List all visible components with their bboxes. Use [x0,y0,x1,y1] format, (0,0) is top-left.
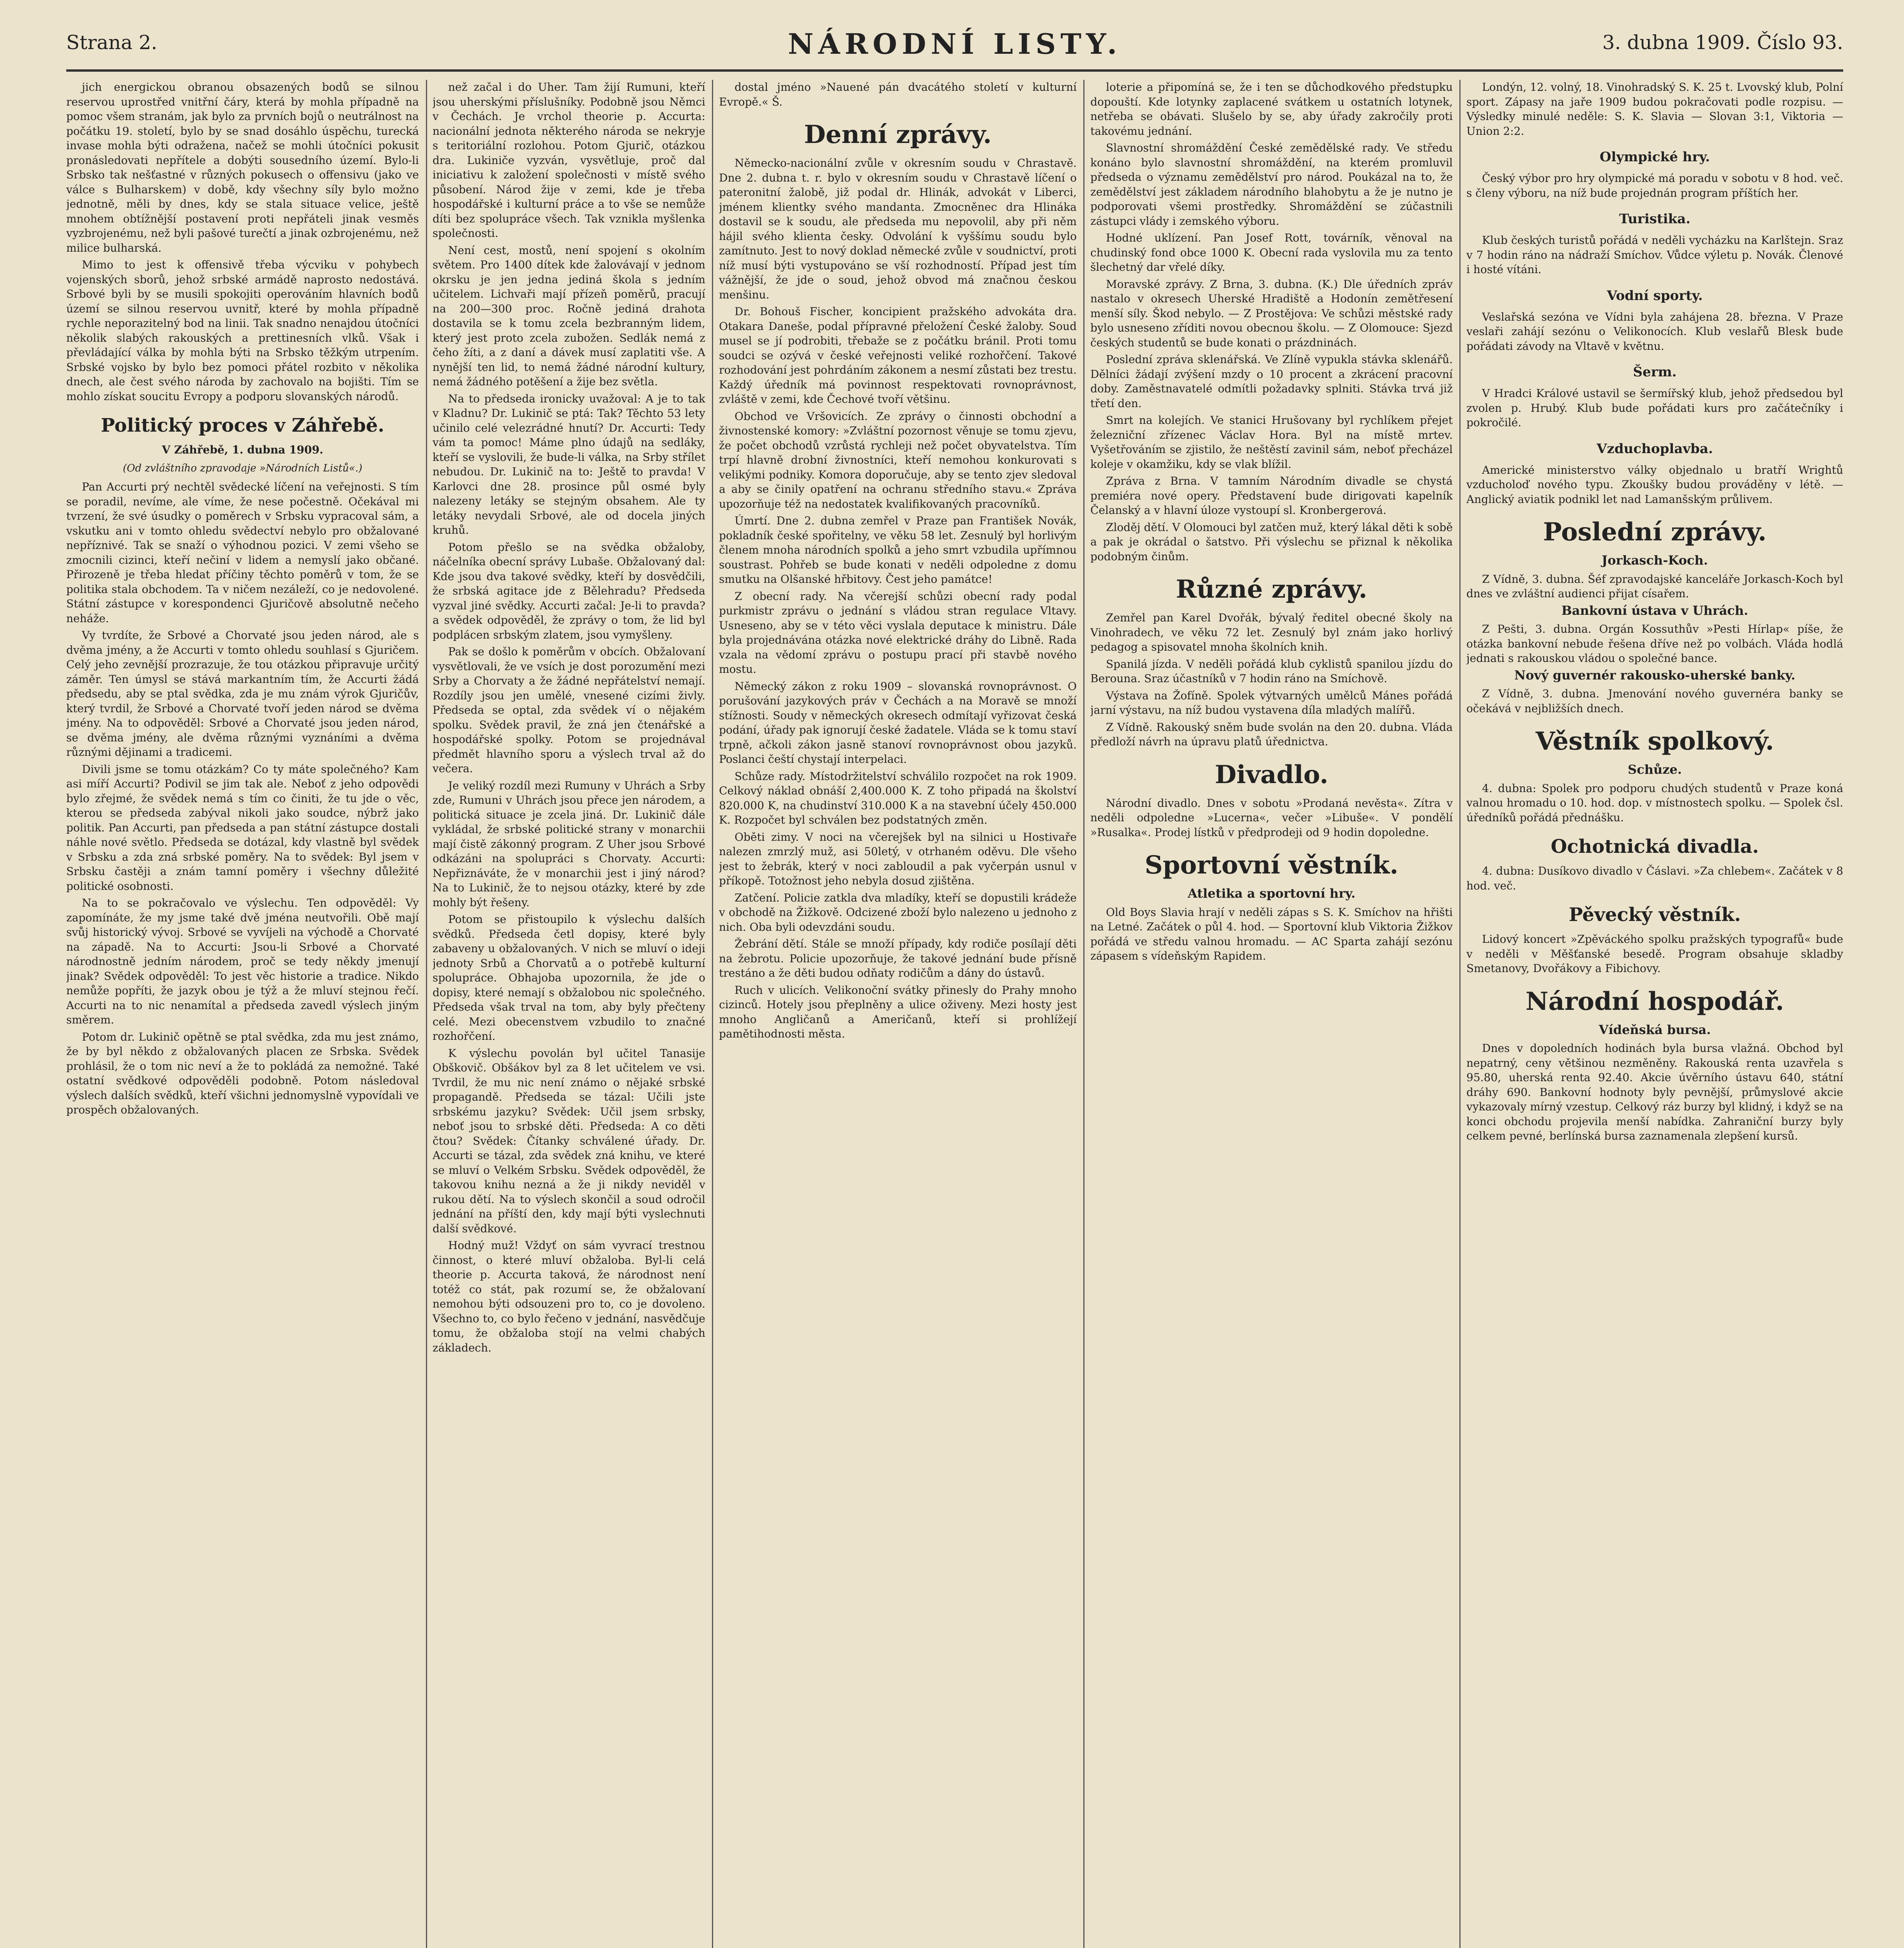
section-heading: Sportovní věstník. [1145,850,1399,880]
section-heading: Národní hospodář. [1525,986,1784,1016]
section-heading: Denní zprávy. [804,120,992,149]
article-heading: Politický proces v Záhřebě. [101,415,385,436]
section-subheading: Šerm. [1633,364,1677,380]
news-item: Zemřel pan Karel Dvořák, bývalý ředitel obecné školy na Vinohradech, ve věku 72 let. Zesnulý byl znám jako horlivý pedagog a spisovatel mnoha školních knih. [1090,611,1453,653]
dateline: V Záhřebě, 1. dubna 1909. [162,443,323,456]
news-item: Ruch v ulicích. Velikonoční svátky přinesly do Prahy mnoho cizinců. Hotely jsou přeplněny a ulice oživeny. Mezi hosty jest mnoho Angličanů a Američanů, kteří si prohlížejí pamětihodnosti města. [719,983,1077,1040]
section-subheading: Vodní sporty. [1607,288,1703,303]
news-item: Americké ministerstvo války objednalo u bratří Wrightů vzducholoď nového typu. Zkoušky budou prováděny v létě. — Anglický aviatik podnikl let nad Lamanšským průlivem. [1466,463,1843,506]
column-4 [1090,80,1453,1948]
news-item: Z Pešti, 3. dubna. Orgán Kossuthův »Pesti Hírlap« píše, že otázka bankovní nebude řešena dříve než po volbách. Vláda hodlá jednati s rakouskou vládou o společné bance. [1466,623,1843,665]
article-text: Divili jsme se tomu otázkám? Co ty máte společného? Kam asi míří Accurti? Podivil se jim tak ale. Neboť z jeho odpovědi bylo zřejmé, že svědek nemá s tím co činiti, že tu jde o věc, kterou se předseda zabýval nikoli jako soudce, nýbrž jako politik. Pan Accurti, pan předseda a pan státní zástupce dostali náhle nové světlo. Předseda se dotázal, kdy vlastně byl svědek v Srbsku a zda zná srbské poměry. Na to svědek: Byl jsem v Srbsku častěji a znám tamní poměry i všechny důležité politické osobnosti. [66,762,419,893]
column-divider [1083,80,1084,1948]
news-item: Hodné uklízení. Pan Josef Rott, továrník, věnoval na chudinský fond obce 1000 K. Obecní rada vyslovila mu za tento šlechetný dar vřelé díky. [1090,231,1453,273]
article-text: Není cest, mostů, není spojení s okolním světem. Pro 1400 dítek kde žalovávají v jednom okrsku je jen jedna jediná škola s jedním učitelem. Lichvaři mají přízeň poměrů, pracují na 200—300 proc. Ročně jediná drahota dostavila se k tomu zcela bezbranným lidem, který jest proto zcela zubožen. Sedlák nemá z čeho žíti, a z daní a dávek musí zaplatiti vše. A nynější ten lid, to nemá žádné národní kultury, nemá žádného potěšení a žije bez světla. [433,244,705,388]
news-item: Z Vídně, 3. dubna. Šéf zpravodajské kanceláře Jorkasch-Koch byl dnes ve zvláštní audienci přijat císařem. [1466,572,1843,600]
article-text: Potom přešlo se na svědka obžaloby, náčelníka obecní správy Lubaše. Obžalovaný dal: Kde jsou dva takové svědky, kteří by dosvědčili, že srbská agitace jde z Bělehradu? Předseda vyzval jiné svědky. Accurti začal: Je-li to pravda? a svědek odpověděl, že zprávy o tom, že lid byl podplácen srbským zlatem, jsou vymyšleny. [433,540,705,641]
news-item: loterie a připomíná se, že i ten se důchodkového předstupku dopouští. Kde lotynky zaplacené svátkem u ostatních lotynek, netřeba se obávati. Slušelo by se, aby úřady zakročily proti takovému jednání. [1090,81,1453,138]
news-item: Zloděj dětí. V Olomouci byl zatčen muž, který lákal děti k sobě a pak je okrádal o šatstvo. Při výslechu se přiznal k několika podobným činům. [1090,521,1453,563]
news-item: Zpráva z Brna. V tamním Národním divadle se chystá premiéra nové opery. Představení bude dirigovati kapelník Čelanský a v hlavní úloze vystoupí sl. Kronbergerová. [1090,475,1453,517]
news-item: V Hradci Králové ustavil se šermířský klub, jehož předsedou byl zvolen p. Hrubý. Klub bude pořádati kurs pro začátečníky i pokročilé. [1466,387,1843,429]
masthead: NÁRODNÍ LISTY. [788,27,1122,60]
news-item: Žebrání dětí. Stále se množí případy, kdy rodiče posílají děti na žebrotu. Policie upozorňuje, že takové jednání bude přísně trestáno a že děti budou odňaty rodičům a dány do ústavů. [719,937,1077,979]
news-item: Slavnostní shromáždění České zemědělské rady. Ve středu konáno bylo slavnostní shromáždění, na kterém promluvil předseda o významu zemědělství pro národ. Poukázal na to, že zemědělství jest základem národního blahobytu a že je nutno je podporovati všemi prostředky. Shromáždění se zúčastnili zástupci vlády i zemského výboru. [1090,141,1453,228]
section-heading: Poslední zprávy. [1543,517,1767,547]
article-text: K výslechu povolán byl učitel Tanasije Obškovič. Obšákov byl za 8 let učitelem ve vsi. Tvrdil, že mu nic není známo o nějaké srbské propagandě. Předseda se tázal: Učili jste srbskému jazyku? Svědek: Učil jsem srbsky, neboť jsou to srbské děti. Předseda: A co děti čtou? Svědek: Čítanky schválené úřady. Dr. Accurti se tázal, zda svědek zná knihu, ve které se mluví o Velkém Srbsku. Svědek odpověděl, že takovou knihu nezná a že ji nikdy neviděl v rukou dětí. Na to výslech skončil a soud odročil jednání na příští den, kdy mají býti vyslechnuti další svědkové. [433,1046,705,1235]
article-text: Potom dr. Lukinič opětně se ptal svědka, zda mu jest známo, že by byl někdo z obžalovaných placen ze Srbska. Svědek prohlásil, že o tom nic neví a že to pokládá za nemožné. Také ostatní svědkové odpověděli podobně. Potom následoval výslech dalších svědků, kteří všichni jednomyslně vypovídali ve prospěch obžalovaných. [66,1030,419,1116]
column-divider [1459,80,1461,1948]
news-item: Z Vídně. Rakouský sněm bude svolán na den 20. dubna. Vláda předloží návrh na úpravu platů úřednictva. [1090,720,1453,748]
article-text: Pak se došlo k poměrům v obcích. Obžalovaní vysvětlovali, že ve vsích je dost porozumění mezi Srby a Chorvaty a že žádné nepřátelství nemají. Rozdíly jsou jen umělé, vnesené cizími živly. Předseda se optal, zda svědek ví o nějakém spolku. Svědek pravil, že zná jen čtenářské a hospodářské spolky. Potom se projednával předmět hlavního sporu a výslech trval až do večera. [433,645,705,775]
section-heading: Ochotnická divadla. [1551,836,1759,858]
column-divider [712,80,713,1948]
article-text: Vy tvrdíte, že Srbové a Chorvaté jsou jeden národ, ale s dvěma jmény, a že Accurti v tomto ohledu souhlasí s Gjuričem. Celý jeho zevnější prozrazuje, že tou otázkou připravuje určitý záměr. Ten úmysl se stává markantním tím, že Accurti žádá předsedu, aby se ptal svědka, zda je mu znám výrok Gjuričův, který tvrdil, že Srbové a Chorvaté tvoří jeden národ se dvěma jmény. Na to odpověděl: Srbové a Chorvaté jsou jeden národ, se dvěma jmény, ale dvěma různými vyznáními a dvěma různými dějinami a tradicemi. [66,629,419,759]
section-subheading: Bankovní ústava v Uhrách. [1561,603,1749,618]
column-5 [1466,80,1843,1948]
news-item: Český výbor pro hry olympické má poradu v sobotu v 8 hod. več. s členy výboru, na níž bude projednán program příštích her. [1466,172,1843,199]
section-heading: Divadlo. [1215,760,1328,789]
section-subheading: Olympické hry. [1599,149,1710,165]
article-text: Na to předseda ironicky uvažoval: A je to tak v Kladnu? Dr. Lukinič se ptá: Tak? Těchto 53 lety učinilo celé velezrádné hnutí? Dr. Accurti: Tedy vám ta pomoc! Máme plno údajů na sedláky, kteří se vyslovili, že bude-li válka, na Srby střílet nebudou. Dr. Lukinič na to: Ještě to pravda! V Karlovci dne 28. prosince půl osmé byly nalezeny letáky se stejným obsahem. Ale ty letáky nevydali Srbové, ale od docela jiných kruhů. [433,392,705,536]
article-text: jich energickou obranou obsazených bodů se silnou reservou uprostřed vnitřní čáry, která by mohla případně na pomoc všem stranám, jak bylo za prvních bojů o neutrálnost na počátku 19. století, bylo by se snad dosáhlo úspěchu, turecká invase mohla býti odražena, načež se mohli útočníci pokusit pronásledovati nepřítele a dobýti sousedního území. Bylo-li Srbsko tak nešťastné v různých pokusech o offensivu (jako ve válce s Bulharskem) v době, kdy všechny síly bylo možno jednotně, měli by dnes, kdy se stala situace velice, ještě mnohem obtížnější postavení proti nepřáteli jinak vesměs vyzbrojenému, než byli pašové turečtí a jinak ozbrojenému, než milice bulharská. [66,81,419,254]
section-heading: Věstník spolkový. [1535,727,1774,756]
news-item: Londýn, 12. volný, 18. Vinohradský S. K. 25 t. Lvovský klub, Polní sport. Zápasy na jaře 1909 budou pokračovati podle rozpisu. — Výsledky minulé neděle: S. K. Slavia — Slovan 3:1, Viktoria — Union 2:2. [1466,81,1843,138]
section-subheading: Atletika a sportovní hry. [1187,886,1356,901]
section-heading: Různé zprávy. [1176,575,1367,604]
section-subheading: Turistika. [1619,211,1690,227]
news-item: Dr. Bohouš Fischer, koncipient pražského advokáta dra. Otakara Daneše, podal přípravné přeložení České žaloby. Soud musel se jí podrobiti, třebaže se z počátku bránil. Proti tomu soudci se ozývá v české veřejnosti veliké rozhořčení. Takové rozhodování jest pohrdáním zákonem a nesmí zůstati bez trestu. Každý úředník má povinnost respektovati rovnoprávnost, zvláště v zemi, kde Čechové tvoří většinu. [719,305,1077,406]
section-subheading: Jorkasch-Koch. [1602,553,1708,568]
news-item: Výstava na Žofíně. Spolek výtvarných umělců Mánes pořádá jarní výstavu, na níž budou vystavena díla mladých malířů. [1090,689,1453,716]
section-subheading: Vzduchoplavba. [1597,441,1713,457]
news-item: Poslední zpráva sklenářská. Ve Zlíně vypukla stávka sklenářů. Dělníci žádají zvýšení mzdy o 10 procent a zkrácení pracovní doby. Zaměstnavatelé odmítli požadavky splniti. Stávka trvá již třetí den. [1090,353,1453,410]
article-text: Hodný muž! Vždyť on sám vyvrací trestnou činnost, o které mluví obžaloba. Byl-li celá theorie p. Accurta taková, že národnost není totéž co stát, pak rozumí se, že obžalovaní nemohou býti odsouzeni pro to, co je dovoleno. Všechno to, co bylo řečeno v jednání, nasvědčuje tomu, že obžaloba stojí na velmi chabých základech. [433,1239,705,1354]
section-subheading: Schůze. [1628,762,1682,777]
page-header [66,23,1843,66]
news-item: Oběti zimy. V noci na včerejšek byl na silnici u Hostivaře nalezen zmrzlý muž, asi 50letý, v otrhaném oděvu. Dle všeho jest to žebrák, který v noci zabloudil a pak vyčerpán usnul v příkopě. Totožnost jeho nebyla dosud zjištěna. [719,830,1077,887]
attribution: (Od zvláštního zpravodaje »Národních Listů«.) [123,462,362,474]
article-text: Potom se přistoupilo k výslechu dalších svědků. Předseda četl dopisy, které byly zabaveny u obžalovaných. V nich se mluví o ideji jednoty Srbů a Chorvatů a o potřebě kulturní spolupráce. Obhajoba upozornila, že jde o dopisy, které nemají s obžalobou nic společného. Předseda však trval na tom, aby byly přečteny celé. Mezi obecenstvem vzbudilo to značné rozhořčení. [433,913,705,1043]
column-1 [66,80,419,1948]
news-item: Lidový koncert »Zpěváckého spolku pražských typografů« bude v neděli v Měšťanské besedě. Program obsahuje skladby Smetanovy, Dvořákovy a Fibichovy. [1466,933,1843,975]
section-heading: Pěvecký věstník. [1568,904,1741,926]
news-item: 4. dubna: Dusíkovo divadlo v Čáslavi. »Za chlebem«. Začátek v 8 hod. več. [1466,865,1843,892]
news-item: Klub českých turistů pořádá v neděli vycházku na Karlštejn. Sraz v 7 hodin ráno na nádraží Smíchov. Vůdce výletu p. Novák. Členové i hosté vítáni. [1466,234,1843,276]
article-text: Na to se pokračovalo ve výslechu. Ten odpověděl: Vy zapomínáte, že my jsme také dvě jména neutvořili. Obě mají svůj historický vývoj. Srbové se vyvíjeli na východě a Chorvaté na západě. Na to Accurti: Jsou-li Srbové a Chorvaté národnostně jedním národem, proč se tedy někdy jmenují jinak? Svědek odpověděl: To jest věc historie a tradice. Nikdo nemůže popříti, že jazyk obou je týž a že mluví stejnou řečí. Accurti na to nic nenamítal a předseda zavedl výslech jiným směrem. [66,896,419,1026]
column-divider [426,80,427,1948]
news-item: Z Vídně, 3. dubna. Jmenování nového guvernéra banky se očekává v nejbližších dnech. [1466,687,1843,715]
news-item: Spanilá jízda. V neděli pořádá klub cyklistů spanilou jízdu do Berouna. Sraz účastníků v 7 hodin ráno na Smíchově. [1090,657,1453,685]
news-item: Úmrtí. Dne 2. dubna zemřel v Praze pan František Novák, pokladník české spořitelny, ve věku 58 let. Zesnulý byl horlivým členem mnoha národních spolků a jeho smrt vzbudila upřímnou soustrast. Pohřeb se bude konati v neděli odpoledne z domu smutku na Olšanské hřbitovy. Čest jeho památce! [719,514,1077,586]
header-rule [66,69,1843,72]
news-item: Schůze rady. Místodržitelství schválilo rozpočet na rok 1909. Celkový náklad obnáší 2,400.000 K. Z toho připadá na školství 820.000 K, na chudinství 310.000 K a na stavební účely 450.000 K. Rozpočet byl schválen bez podstatných změn. [719,769,1077,826]
news-item: Z obecní rady. Na včerejší schůzi obecní rady podal purkmistr zprávu o jednání s vládou stran regulace Vltavy. Usneseno, aby se v této věci vyslala deputace k ministru. Dále byla projednávána otázka nové elektrické dráhy do Libně. Rada vzala na vědomí zprávu o postupu prací při stavbě nového mostu. [719,589,1077,676]
article-text: než začal i do Uher. Tam žijí Rumuni, kteří jsou uherskými příslušníky. Podobně jsou Němci v Čechách. Je vrchol theorie p. Accurta: nacionální jednota některého národa se nekryje s teritoriální rozlohou. Potom Gjurič, otázkou dra. Lukiniče vyzván, vysvětluje, proč dal iniciativu k založení společnosti v místě svého působení. Národ žije v zemi, kde je třeba hospodářské i kulturní práce a to vše se nemůže díti bez spolupráce všech. Tak vznikla myšlenka společnosti. [433,81,705,240]
news-item: 4. dubna: Spolek pro podporu chudých studentů v Praze koná valnou hromadu o 10. hod. dop. v místnostech spolku. — Spolek čsl. úředníků pořádá přednášku. [1466,782,1843,824]
section-subheading: Vídeňská bursa. [1598,1022,1711,1037]
news-item: Moravské zprávy. Z Brna, 3. dubna. (K.) Dle úředních zpráv nastalo v okresech Uherské Hradiště a Hodonín zemětřesení menší síly. Škod nebylo. — Z Prostějova: Ve schůzi městské rady bylo usneseno zříditi novou obecnou školu. — Z Olomouce: Sjezd českých studentů se bude konati o prázdninách. [1090,277,1453,349]
page-number: Strana 2. [66,31,157,54]
date-issue: 3. dubna 1909. Číslo 93. [1602,31,1843,54]
news-item: Zatčení. Policie zatkla dva mladíky, kteří se dopustili krádeže v obchodě na Žižkově. Odcizené zboží bylo nalezeno u jednoho z nich. Oba byli odevzdáni soudu. [719,891,1077,933]
news-item: Obchod ve Vršovicích. Ze zprávy o činnosti obchodní a živnostenské komory: »Zvláštní pozornost věnuje se tomu zjevu, že počet obchodů vzrůstá rychleji než počet obyvatelstva. Tím trpí hlavně drobní živnostníci, kteří nemohou konkurovati s velikými podniky. Komora doporučuje, aby se tento zjev sledoval a aby se činily opatření na ochranu středního stavu.« Zpráva upozorňuje též na nedostatek kvalifikovaných pracovníků. [719,409,1077,510]
news-item: Německý zákon z roku 1909 – slovanská rovnoprávnost. O porušování jazykových práv v Čechách a na Moravě se množí stížnosti. Soudy v německých okresech odmítají vyřizovat česká podání, úřady pak ignorují české žadatele. Vláda se k tomu staví trpně, ačkoli zákon jasně stanoví rovnoprávnost obou jazyků. Poslanci čeští chystají interpelaci. [719,679,1077,766]
news-item: Old Boys Slavia hrají v neděli zápas s S. K. Smíchov na hřišti na Letné. Začátek o půl 4. hod. — Sportovní klub Viktoria Žižkov pořádá ve středu valnou hromadu. — AC Sparta zahájí sezónu zápasem s vídeňským Rapidem. [1090,905,1453,962]
news-item: Dnes v dopoledních hodinách byla bursa vlažná. Obchod byl nepatrný, ceny většinou nezměněny. Rakouská renta uzavřela s 95.80, uherská renta 92.40. Akcie úvěrního ústavu 640, státní dráhy 690. Bankovní hodnoty byly pevnější, průmyslové akcie vykazovaly mírný vzestup. Celkový ráz burzy byl klidný, i když se na konci obchodu projevila menší nabídka. Zahraniční burzy byly celkem pevné, berlínská bursa zaznamenala zlepšení kursů. [1466,1042,1843,1142]
article-text: Je veliký rozdíl mezi Rumuny v Uhrách a Srby zde, Rumuni v Uhrách jsou přece jen národem, a politická situace je zcela jiná. Dr. Lukinič dále vykládal, že srbské politické strany v monarchii mají čistě zákonný program. Z Uher jsou Srbové odkázáni na spolupráci s Chorvaty. Accurti: Nepřiznáváte, že v monarchii jest i jiný národ? Na to Lukinič, že to nejsou otázky, které by zde mohly být řešeny. [433,779,705,909]
column-3 [719,80,1077,1948]
news-item: Německo-nacionální zvůle v okresním soudu v Chrastavě. Dne 2. dubna t. r. bylo v okresním soudu v Chrastavě líčení o pateronitní žalobě, již podal dr. Hlinák, advokát v Liberci, jménem klientky svého mandanta. Zmocněnec dra Hlináka dostavil se k soudu, ale předseda mu nepovolil, aby při něm hájil svého klienta česky. Odvolání k vyššímu soudu bylo zamítnuto. Jest to nový doklad německé zvůle v soudnictví, proti níž musí býti vystupováno se vší rozhodností. Případ jest tím vážnější, že jde o soud, jehož obvod má značnou českou menšinu. [719,157,1077,301]
article-text: Mimo to jest k offensivě třeba výcviku v pohybech vojenských sborů, jehož srbské armádě naprosto nedostává. Srbové byli by se musili spokojiti operováním hlavních bodů území se silnou reservou uvnitř, které by mohla případně rychle neporazitelný bod na linii. Tak snadno nenajdou útočníci několik slabých rakouských a prettinesních vlků. Však i převládající válka by mohla býti na Srbsko těžkým utrpením. Srbské vojsko by bylo bez pomoci přátel rozbito v několika dnech, ale čest svého národa by zachovalo na bojišti. Tím se mohlo získat soucitu Evropy a podporu slovanských národů. [66,258,419,403]
news-item: Veslařská sezóna ve Vídni byla zahájena 28. března. V Praze veslaři zahájí sezónu o Velikonocích. Klub veslařů Blesk bude pořádati závody na Vltavě v květnu. [1466,310,1843,353]
section-subheading: Nový guvernér rakousko-uherské banky. [1514,667,1796,683]
news-item: Smrt na kolejích. Ve stanici Hrušovany byl rychlíkem přejet železniční zřízenec Václav Hora. Byl na místě mrtev. Vyšetřováním se zjistilo, že neštěstí zavinil sám, neboť přecházel koleje v okamžiku, kdy se vlak blížil. [1090,414,1453,471]
column-2 [433,80,705,1948]
news-item: Národní divadlo. Dnes v sobotu »Prodaná nevěsta«. Zítra v neděli odpoledne »Lucerna«, večer »Libuše«. V pondělí »Rusalka«. Prodej lístků v předprodeji od 9 hodin dopoledne. [1090,796,1453,839]
article-text: Pan Accurti prý nechtěl svědecké líčení na veřejnosti. S tím se poradil, nevíme, ale víme, že nese počestně. Očekával mi tvrzení, že své úsudky o poměrech v Srbsku vypracoval sám, a vskutku ani v tomto ohledu svědectví nebylo pro obžalované nepříznivé. Tak se snaží o výhodnou pozici. V zemi všeho se zmocnili cizinci, kteří nečiní v lidem a nemyslí jako občané. Přirozeně je třeba hledat příčiny těchto poměrů v tom, že se politika stala obchodem. Ta v ničem nezáleží, co je nedovolené. Státní zástupce v korespondenci Gjuričově absolutně nečeho neháže. [66,480,419,625]
article-text: dostal jméno »Nauené pán dvacátého století v kulturní Evropě.« Š. [719,81,1077,108]
